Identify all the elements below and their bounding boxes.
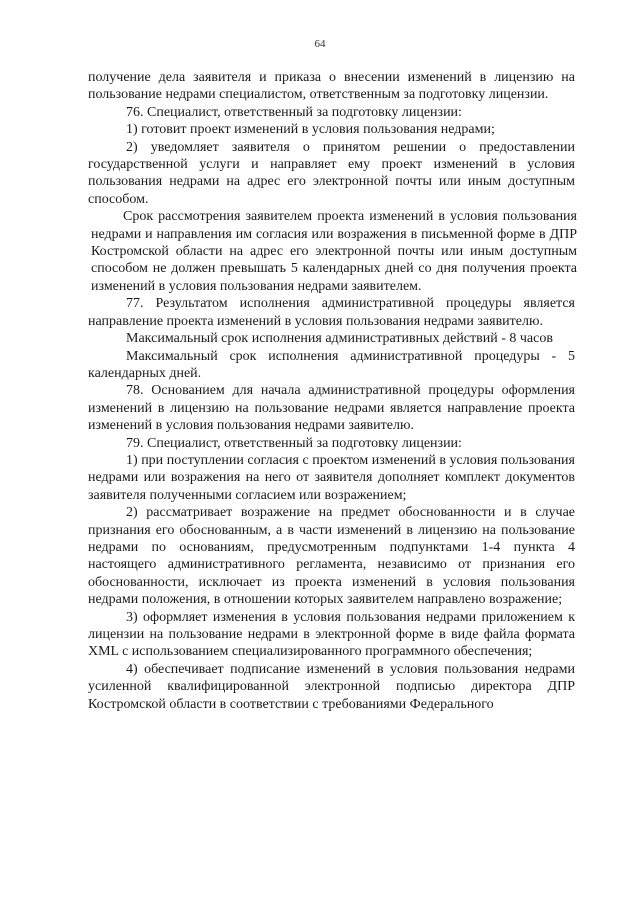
paragraph-subitem-79-3: 3) оформляет изменения в условия пользования недрами приложением к лицензии на пользование недрами в электронной форме в виде файла формата XML с использованием специализированного программного обеспечения;: [88, 609, 575, 660]
paragraph-review-period: Срок рассмотрения заявителем проекта изменений в условия пользования недрами и направления им согласия или возражения в письменной форме в ДПР Костромской области на адрес его электронной почты или иным доступным способом не должен превышать 5 календарных дней со дня получения проекта изменений в условия пользования недрами заявителем.: [91, 209, 577, 294]
paragraph-subitem-79-4: 4) обеспечивает подписание изменений в условия пользования недрами усиленной квалифицированной электронной подписью директора ДПР Костромской области в соответствии с требованиями Федерального: [88, 661, 575, 712]
paragraph-subitem-79-2: 2) рассматривает возражение на предмет обоснованности и в случае признания его обоснованным, а в части изменений в лицензию на пользование недрами по основаниям, предусмотренным подпунктами 1-4 пункта 4 настоящего административного регламента, независимо от признания его обоснованности, исключает из проекта изменений в условия пользования недрами положения, в отношении которых заявителем направлено возражение;: [88, 505, 575, 608]
document-body: [88, 69, 575, 713]
paragraph-item-78: 78. Основанием для начала административной процедуры оформления изменений в лицензию на пользование недрами является направление проекта изменений в условия пользования недрами заявителю.: [88, 383, 575, 434]
paragraph-item-77: 77. Результатом исполнения административной процедуры является направление проекта изменений в условия пользования недрами заявителю.: [88, 296, 575, 329]
paragraph-max-procedure-time: Максимальный срок исполнения административной процедуры - 5 календарных дней.: [88, 348, 575, 381]
paragraph-item-79: 79. Специалист, ответственный за подготовку лицензии:: [126, 435, 462, 451]
page-number: 64: [314, 38, 326, 50]
paragraph-subitem-79-1: 1) при поступлении согласия с проектом изменений в условия пользования недрами или возражения на него от заявителя дополняет комплект документов заявителя полученными согласием или возражением;: [88, 452, 575, 503]
paragraph-max-actions-time: Максимальный срок исполнения административных действий - 8 часов: [126, 331, 553, 347]
paragraph-subitem-76-1: 1) готовит проект изменений в условия пользования недрами;: [126, 122, 495, 138]
paragraph-subitem-76-2: 2) уведомляет заявителя о принятом решении о предоставлении государственной услуги и направляет ему проект изменений в условия пользования недрами на адрес его электронной почты или иным доступным способом.: [88, 139, 575, 207]
paragraph-item-76: 76. Специалист, ответственный за подготовку лицензии:: [126, 104, 462, 120]
paragraph-continuation: получение дела заявителя и приказа о внесении изменений в лицензию на пользование недрами специалистом, ответственным за подготовку лицензии.: [88, 70, 575, 103]
